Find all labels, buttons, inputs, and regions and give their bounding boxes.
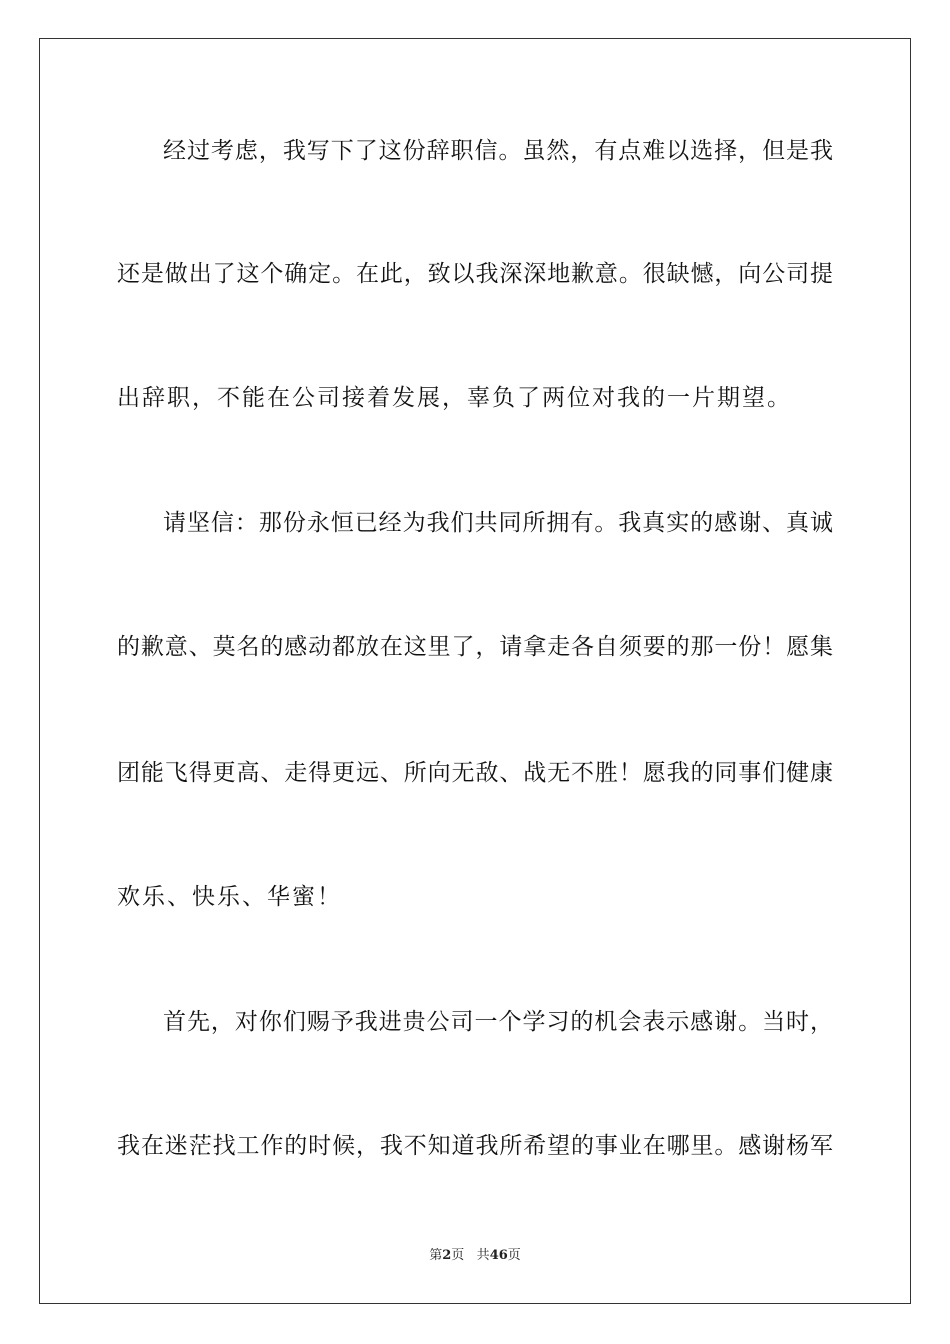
page-border — [39, 38, 911, 1304]
page-footer — [0, 1247, 950, 1265]
page-number: 2 — [442, 1248, 452, 1263]
page-label-suffix: 页 — [451, 1248, 465, 1263]
total-label-prefix: 共 — [476, 1248, 490, 1263]
paragraph-line: 出辞职，不能在公司接着发展，辜负了两位对我的一片期望。 — [117, 385, 792, 411]
total-pages: 46 — [489, 1248, 508, 1263]
paragraph-line: 欢乐、快乐、华蜜！ — [117, 884, 342, 910]
paragraph-line: 我在迷茫找工作的时候，我不知道我所希望的事业在哪里。感谢杨军 — [117, 1133, 833, 1159]
paragraph-line: 经过考虑，我写下了这份辞职信。虽然，有点难以选择，但是我 — [163, 138, 833, 164]
paragraph-line: 还是做出了这个确定。在此，致以我深深地歉意。很缺憾，向公司提 — [117, 261, 833, 287]
paragraph-line: 首先，对你们赐予我进贵公司一个学习的机会表示感谢。当时， — [163, 1009, 833, 1035]
page-label-prefix: 第 — [429, 1248, 443, 1263]
paragraph-line: 团能飞得更高、走得更远、所向无敌、战无不胜！愿我的同事们健康 — [117, 760, 833, 786]
paragraph-line: 的歉意、莫名的感动都放在这里了，请拿走各自须要的那一份！愿集 — [117, 634, 833, 660]
total-label-suffix: 页 — [507, 1248, 521, 1263]
paragraph-line: 请坚信：那份永恒已经为我们共同所拥有。我真实的感谢、真诚 — [163, 510, 833, 536]
